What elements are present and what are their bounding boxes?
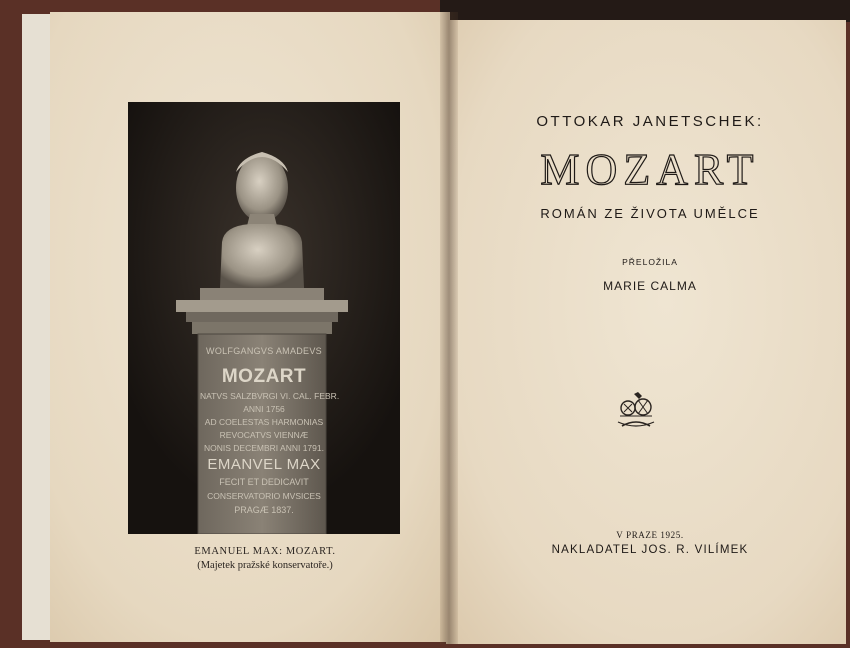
inscription-line: MOZART [221,366,307,387]
flyleaf [22,14,52,640]
publisher-emblem-icon [612,390,660,430]
inscription-line: FECIT ET DEDICAVIT [219,477,309,487]
inscription-line: NATVS SALZBVRGI VI. CAL. FEBR. [200,391,340,401]
publisher-name: NAKLADATEL JOS. R. VILÍMEK [551,544,749,556]
place-and-year: V PRAZE 1925. [616,530,684,540]
inscription-line: REVOCATVS VIENNÆ [219,430,309,440]
book-gutter [440,12,458,644]
inscription-line: EMANVEL MAX [207,456,321,473]
book-title: MOZART [540,145,760,194]
inscription-line: AD COELESTAS HARMONIAS [204,417,324,427]
inscription-line: WOLFGANGVS AMADEVS [206,346,322,356]
frontispiece-plate [128,102,400,534]
plate-caption: EMANUEL MAX: MOZART. [194,546,336,557]
book-subtitle: ROMÁN ZE ŽIVOTA UMĚLCE [540,206,760,221]
plate-caption-note: (Majetek pražské konservatoře.) [197,560,333,571]
cover-edge [440,0,850,22]
author-name: OTTOKAR JANETSCHEK: [536,113,764,130]
inscription-line: NONIS DECEMBRI ANNI 1791. [204,443,324,453]
inscription-line: PRAGÆ 1837. [234,505,294,515]
translated-by-label: PŘELOŽILA [622,257,678,267]
inscription-line: ANNI 1756 [243,404,285,414]
inscription-line: CONSERVATORIO MVSICES [207,491,321,501]
translator-name: MARIE CALMA [603,279,697,293]
